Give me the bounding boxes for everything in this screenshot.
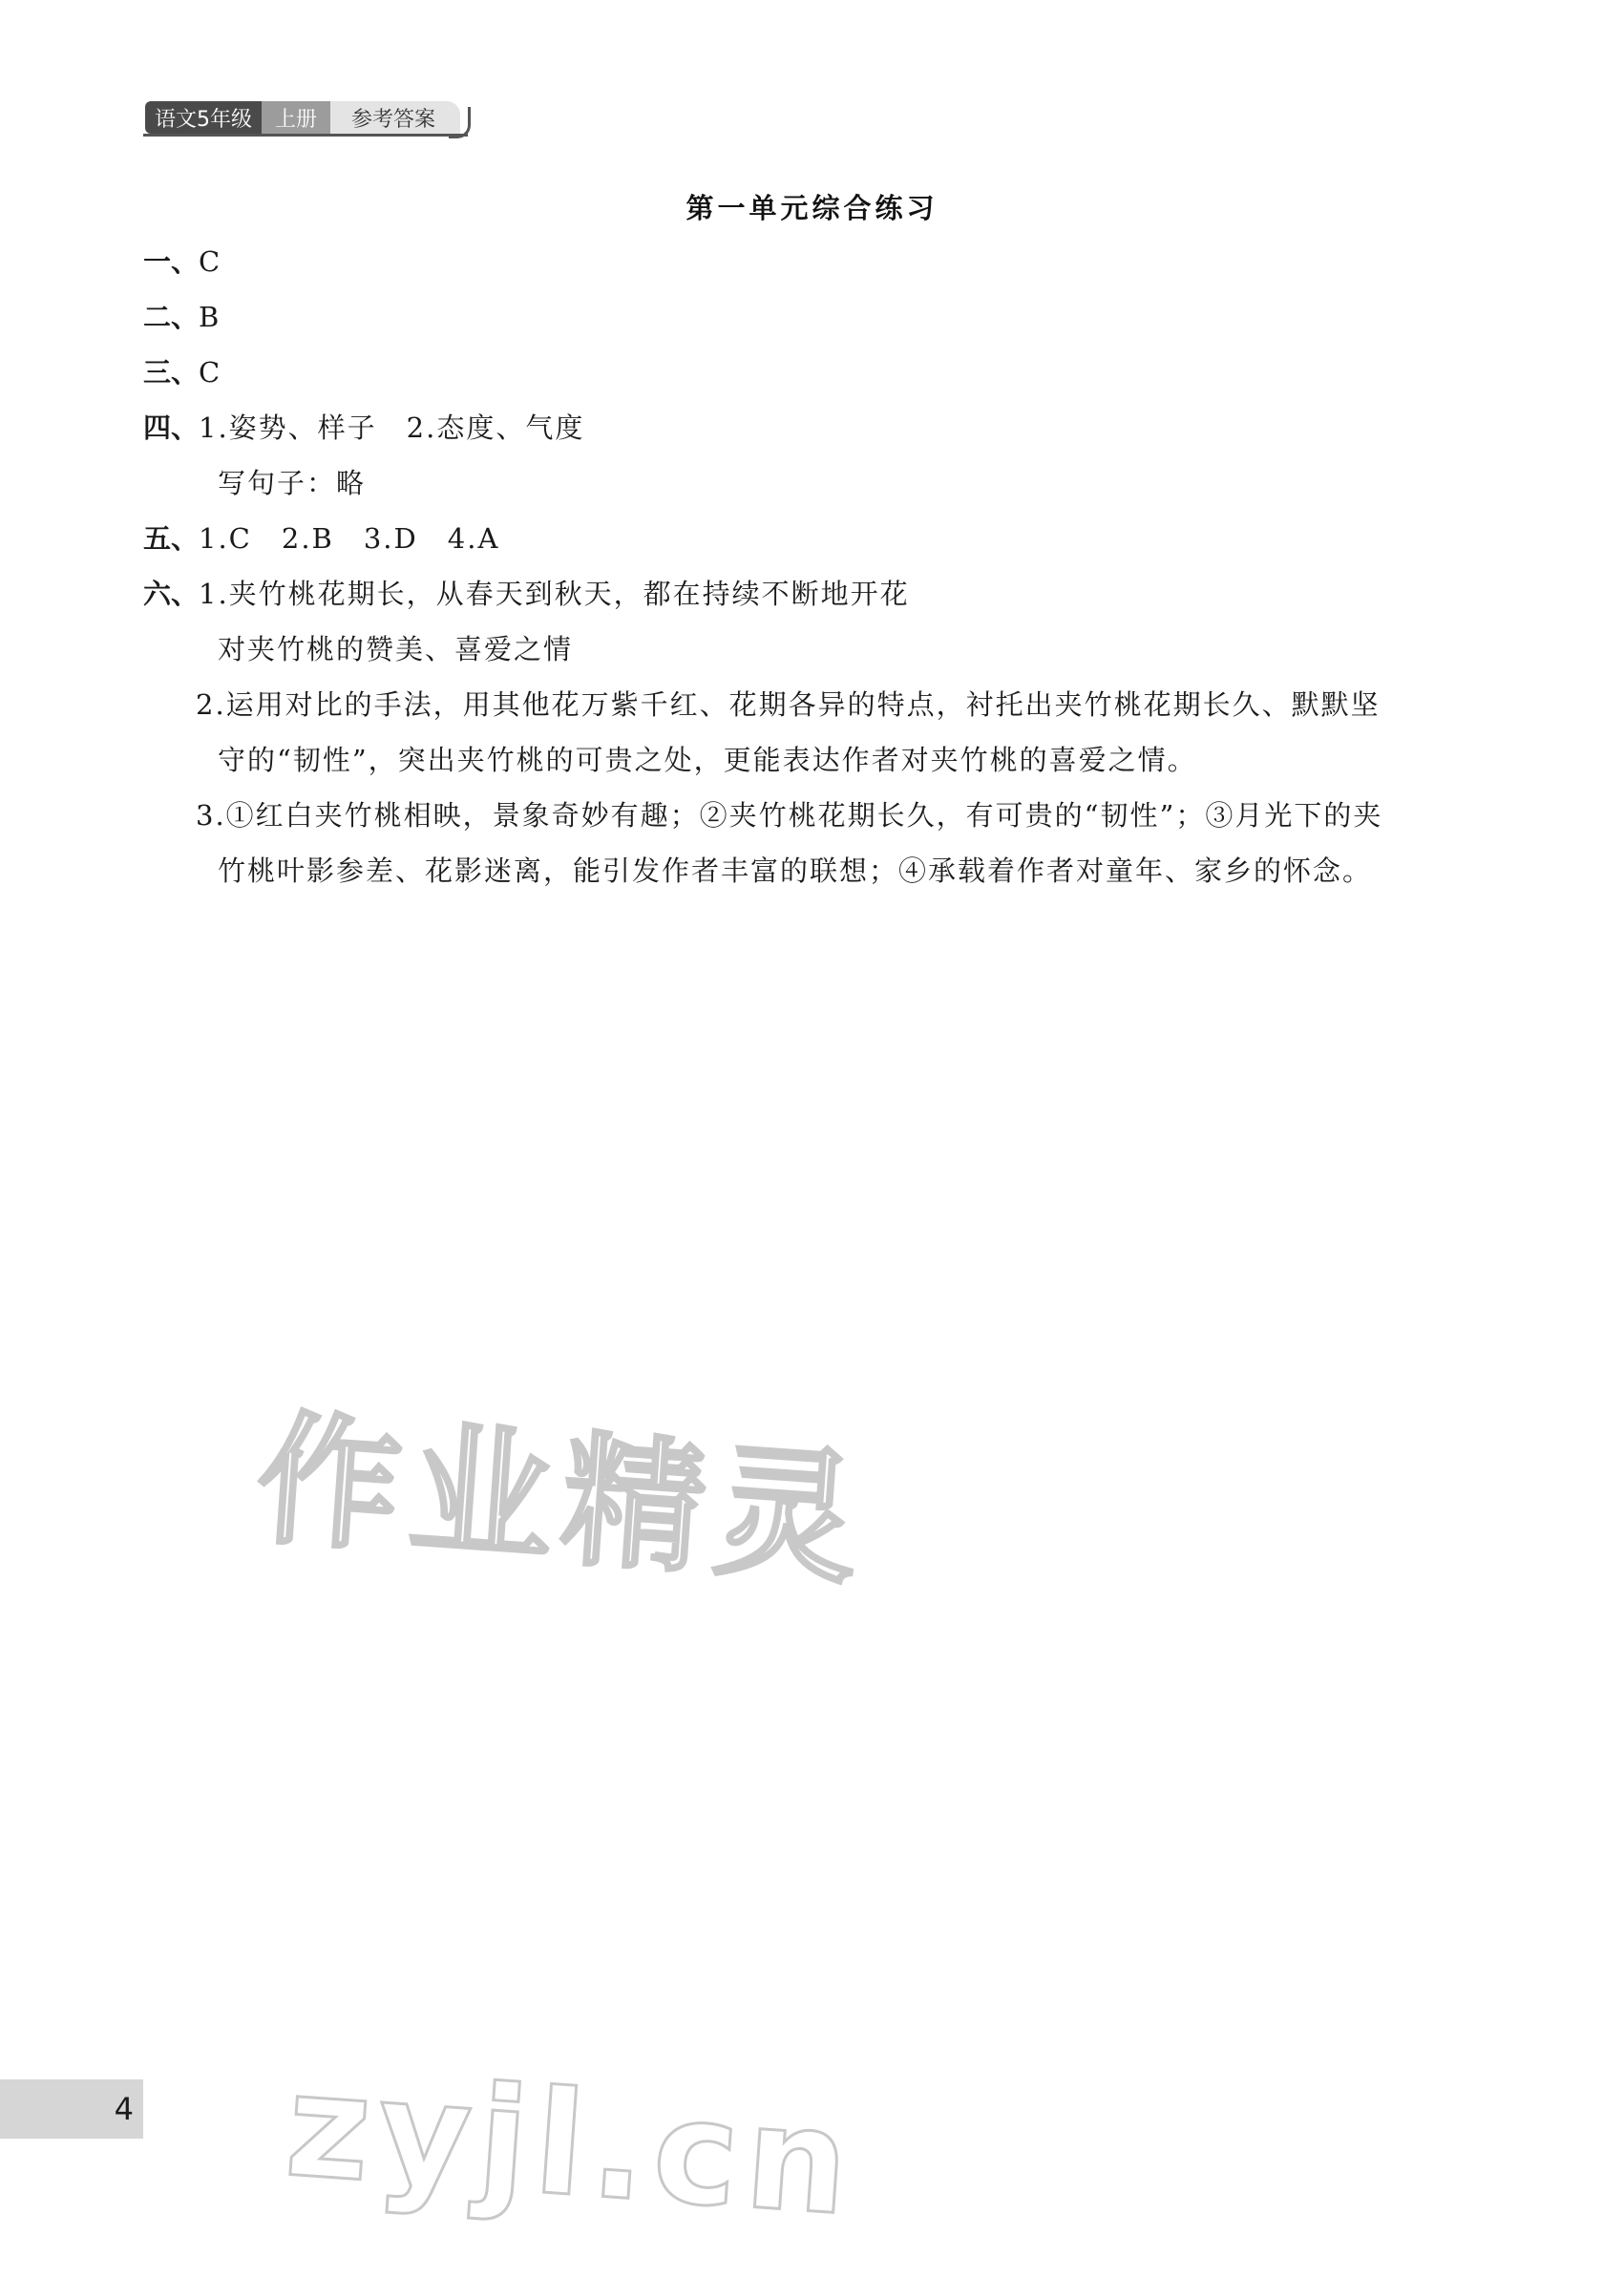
answer-6-3-line2: 竹桃叶影参差、花影迷离，能引发作者丰富的联想；④承载着作者对童年、家乡的怀念。: [218, 854, 1373, 887]
answer-2-text: B: [199, 301, 221, 333]
header-answers: 参考答案: [330, 101, 460, 134]
header-volume: 上册: [262, 101, 330, 134]
answer-3-text: C: [199, 356, 222, 389]
answer-6-3-line1: 3.①红白夹竹桃相映，景象奇妙有趣；②夹竹桃花期长久，有可贵的“韧性”；③月光下的夹: [196, 799, 1383, 832]
answer-6-2-line1: 2.运用对比的手法，用其他花万紫千红、花期各异的特点，衬托出夹竹桃花期长久、默默坚: [196, 688, 1381, 721]
answer-1: [143, 243, 221, 281]
answer-1-text: C: [199, 245, 222, 278]
answer-6-number: 六、: [143, 578, 200, 610]
answer-5-number: 五、: [143, 522, 200, 555]
answer-2-number: 二、: [143, 301, 200, 333]
answer-6-2-line2: 守的“韧性”，突出夹竹桃的可贵之处，更能表达作者对夹竹桃的喜爱之情。: [218, 744, 1197, 776]
answer-5: [143, 519, 499, 558]
answer-4-number: 四、: [143, 411, 200, 444]
answer-6: [143, 575, 910, 613]
header-curve: [449, 107, 471, 138]
answer-6-1-line1: 1.夹竹桃花期长，从春天到秋天，都在持续不断地开花: [199, 578, 910, 610]
answer-5-text: 1.C 2.B 3.D 4.A: [199, 522, 500, 555]
answer-3: [143, 353, 221, 391]
answer-6-1-line2: 对夹竹桃的赞美、喜爱之情: [218, 633, 574, 665]
page-number: 4: [0, 2079, 143, 2139]
page-title: 第一单元综合练习: [685, 192, 939, 224]
answer-2: [143, 298, 221, 336]
answer-4-line1: 1.姿势、样子 2.态度、气度: [199, 411, 585, 444]
answer-4-line2: 写句子：略: [218, 467, 367, 499]
header-grade: 语文5年级: [145, 101, 262, 134]
header-tab: [145, 101, 460, 134]
answer-4: [143, 409, 584, 447]
watermark-logo: 作业精灵: [251, 1396, 874, 1606]
header-underline: [143, 134, 468, 137]
watermark-url: zyjl.cn: [281, 2042, 861, 2248]
answer-1-number: 一、: [143, 245, 200, 278]
answer-3-number: 三、: [143, 356, 200, 389]
